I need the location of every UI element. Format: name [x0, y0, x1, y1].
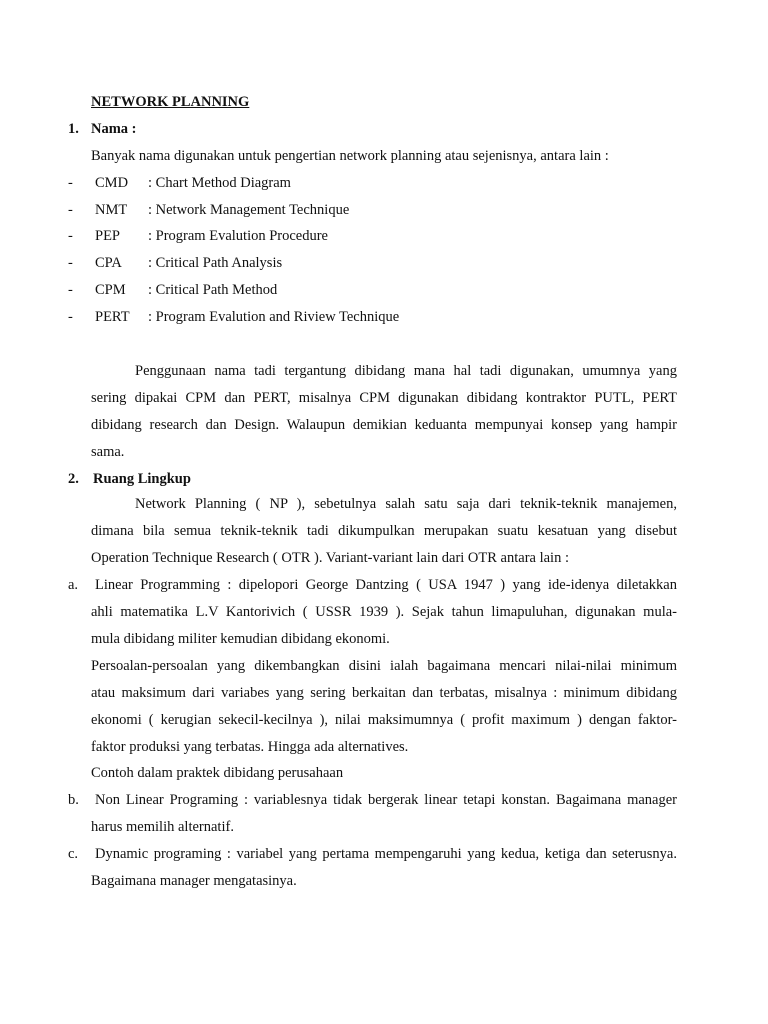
list-marker: c.: [68, 846, 79, 862]
paragraph-line: Network Planning ( NP ), sebetulnya salah satu saja dari teknik-teknik manajemen,: [135, 496, 677, 512]
section-1-intro: Banyak nama digunakan untuk pengertian network planning atau sejenisnya, antara lain :: [91, 148, 609, 164]
list-abbr: CPA: [95, 255, 122, 271]
paragraph-line: ahli matematika L.V Kantorivich ( USSR 1939 ). Sejak tahun limapuluhan, digunakan mula-: [91, 604, 677, 620]
list-desc: : Network Management Technique: [148, 202, 350, 218]
paragraph-line: mula dibidang militer kemudian dibidang ekonomi.: [91, 631, 390, 647]
paragraph-line: harus memilih alternatif.: [91, 819, 234, 835]
list-marker: -: [68, 309, 73, 325]
list-abbr: CMD: [95, 175, 129, 191]
list-abbr: NMT: [95, 202, 128, 218]
section-2-number: 2.: [68, 471, 79, 487]
list-abbr: CPM: [95, 282, 126, 298]
list-marker: -: [68, 255, 73, 271]
paragraph-line: Persoalan-persoalan yang dikembangkan disini ialah bagaimana mencari nilai-nilai minimum: [91, 658, 677, 674]
paragraph-line: Penggunaan nama tadi tergantung dibidang mana hal tadi digunakan, umumnya yang: [135, 363, 677, 379]
list-desc: : Program Evalution Procedure: [148, 228, 328, 244]
paragraph-line: Non Linear Programing : variablesnya tidak bergerak linear tetapi konstan. Bagaimana manager: [95, 792, 677, 808]
section-2-heading: Ruang Lingkup: [93, 471, 191, 487]
section-1-number: 1.: [68, 121, 79, 137]
paragraph-line: atau maksimum dari variabes yang sering berkaitan dan terbatas, misalnya : minimum dibidang: [91, 685, 677, 701]
document-title: NETWORK PLANNING: [91, 94, 250, 110]
list-desc: : Critical Path Method: [148, 282, 278, 298]
list-desc: : Critical Path Analysis: [148, 255, 283, 271]
list-desc: : Program Evalution and Riview Technique: [148, 309, 400, 325]
paragraph-line: Bagaimana manager mengatasinya.: [91, 873, 297, 889]
list-marker: b.: [68, 792, 79, 808]
list-marker: -: [68, 202, 73, 218]
paragraph-line: faktor produksi yang terbatas. Hingga ada alternatives.: [91, 739, 409, 755]
paragraph-line: sering dipakai CPM dan PERT, misalnya CPM digunakan dibidang kontraktor PUTL, PERT: [91, 390, 677, 406]
paragraph-line: Operation Technique Research ( OTR ). Variant-variant lain dari OTR antara lain :: [91, 550, 569, 566]
paragraph-line: ekonomi ( kerugian sekecil-kecilnya ), nilai maksimumnya ( profit maximum ) dengan faktor-: [91, 712, 677, 728]
paragraph-line: Linear Programming : dipelopori George Dantzing ( USA 1947 ) yang ide-idenya diletakkan: [95, 577, 677, 593]
list-marker: -: [68, 282, 73, 298]
list-abbr: PEP: [95, 228, 120, 244]
paragraph-line: Dynamic programing : variabel yang pertama mempengaruhi yang kedua, ketiga dan seterusnya.: [95, 846, 677, 862]
paragraph-line: dimana bila semua teknik-teknik tadi dikumpulkan merupakan suatu kesatuan yang disebut: [91, 523, 677, 539]
list-marker: a.: [68, 577, 79, 593]
list-marker: -: [68, 228, 73, 244]
paragraph-line: dibidang research dan Design. Walaupun demikian keduanta mempunyai konsep yang hampir: [91, 417, 677, 433]
list-abbr: PERT: [95, 309, 130, 325]
example-line: Contoh dalam praktek dibidang perusahaan: [91, 765, 344, 781]
list-desc: : Chart Method Diagram: [148, 175, 291, 191]
paragraph-line: sama.: [91, 444, 125, 460]
list-marker: -: [68, 175, 73, 191]
section-1-heading: Nama :: [91, 121, 137, 137]
